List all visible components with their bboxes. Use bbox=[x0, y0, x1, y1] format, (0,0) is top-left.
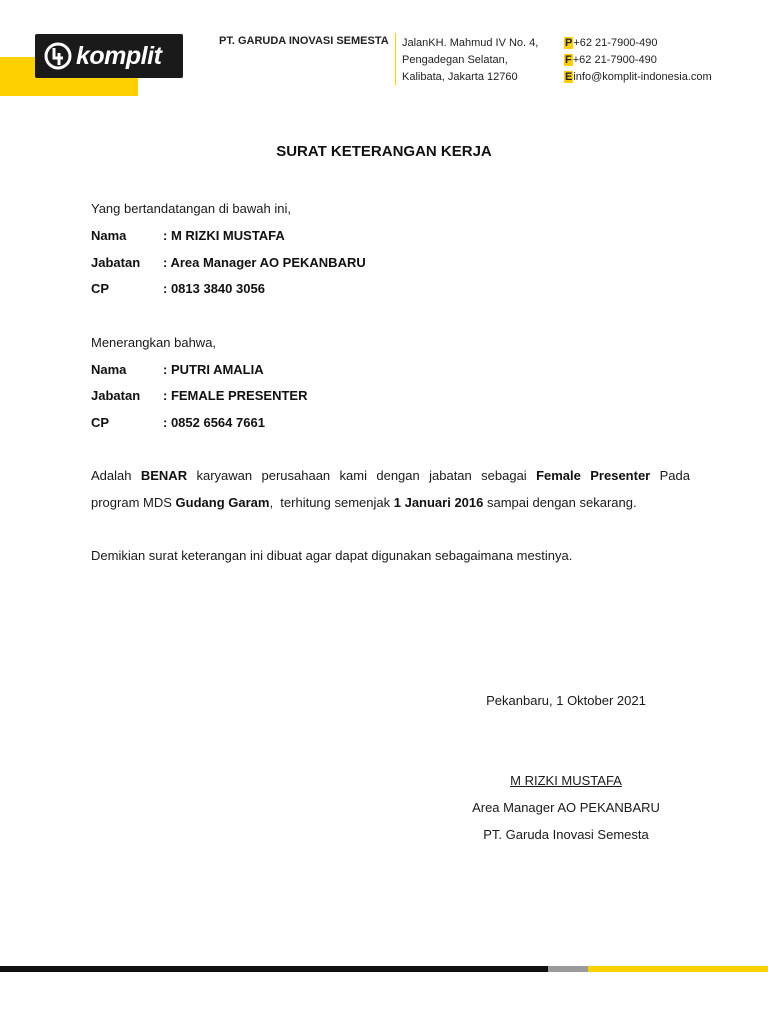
address-line: Pengadegan Selatan, bbox=[402, 54, 508, 66]
text-run: Pada bbox=[650, 468, 690, 483]
logo-text: komplit bbox=[76, 41, 162, 70]
text-run: Adalah bbox=[91, 468, 141, 483]
text-run: , terhitung semenjak bbox=[269, 495, 394, 510]
phone-letter: P bbox=[565, 37, 573, 49]
contact-email bbox=[564, 69, 712, 86]
company-name-header: PT. GARUDA INOVASI SEMESTA bbox=[219, 35, 389, 47]
company-contact bbox=[564, 35, 712, 86]
logo-mark-icon bbox=[43, 41, 73, 71]
email-letter: E bbox=[565, 71, 573, 83]
phone-number: +62 21-7900-490 bbox=[573, 37, 658, 49]
field-label: Jabatan bbox=[91, 255, 141, 270]
header-divider bbox=[395, 33, 396, 85]
employee-cp-row bbox=[91, 415, 265, 430]
signer-cp-row bbox=[91, 281, 265, 296]
company-address bbox=[402, 35, 538, 86]
text-run: karyawan perusahaan kami dengan jabatan sebagai bbox=[187, 468, 537, 483]
field-label: Nama bbox=[91, 362, 127, 377]
contact-phone bbox=[564, 35, 712, 52]
place-date: Pekanbaru, 1 Oktober 2021 bbox=[486, 693, 646, 708]
address-line: Kalibata, Jakarta 12760 bbox=[402, 71, 518, 83]
footer-bar-yellow bbox=[588, 966, 768, 972]
field-label: CP bbox=[91, 281, 110, 296]
bold-run: Gudang Garam bbox=[175, 495, 270, 510]
text-run: sampai dengan sekarang. bbox=[483, 495, 637, 510]
signer-position-row bbox=[91, 255, 366, 270]
company-logo bbox=[35, 34, 183, 78]
signature-position: Area Manager AO PEKANBARU bbox=[472, 800, 660, 815]
employee-position-row bbox=[91, 388, 307, 403]
address-line: JalanKH. Mahmud IV No. 4, bbox=[402, 37, 539, 49]
field-label: Nama bbox=[91, 228, 127, 243]
stating-text: Menerangkan bahwa, bbox=[91, 335, 217, 350]
statement-paragraph bbox=[91, 462, 690, 516]
statement-line bbox=[91, 462, 690, 489]
intro-text: Yang bertandatangan di bawah ini, bbox=[91, 201, 291, 216]
footer-bar-black bbox=[0, 966, 548, 972]
bold-run: BENAR bbox=[140, 468, 188, 483]
signature-name: M RIZKI MUSTAFA bbox=[510, 773, 622, 788]
fax-letter: F bbox=[565, 54, 572, 66]
fax-number: +62 21-7900-490 bbox=[572, 54, 657, 66]
field-label: Jabatan bbox=[91, 388, 141, 403]
closing-text: Demikian surat keterangan ini dibuat agar dapat digunakan sebagaimana mestinya. bbox=[91, 548, 573, 563]
document-title: SURAT KETERANGAN KERJA bbox=[276, 143, 492, 160]
field-value: : 0813 3840 3056 bbox=[163, 281, 265, 296]
field-value: : PUTRI AMALIA bbox=[163, 362, 264, 377]
text-run: program MDS bbox=[91, 495, 176, 510]
field-value: : 0852 6564 7661 bbox=[163, 415, 265, 430]
statement-line bbox=[91, 489, 690, 516]
contact-fax bbox=[564, 52, 712, 69]
field-value: : FEMALE PRESENTER bbox=[163, 388, 308, 403]
signature-company: PT. Garuda Inovasi Semesta bbox=[483, 827, 649, 842]
field-value: : Area Manager AO PEKANBARU bbox=[163, 255, 366, 270]
field-label: CP bbox=[91, 415, 110, 430]
field-value: : M RIZKI MUSTAFA bbox=[163, 228, 285, 243]
employee-name-row bbox=[91, 362, 264, 377]
bold-run: 1 Januari 2016 bbox=[393, 495, 484, 510]
footer-bar-gray bbox=[548, 966, 588, 972]
bold-run: Female Presenter bbox=[536, 468, 651, 483]
email-address: info@komplit-indonesia.com bbox=[573, 71, 712, 83]
signer-name-row bbox=[91, 228, 285, 243]
